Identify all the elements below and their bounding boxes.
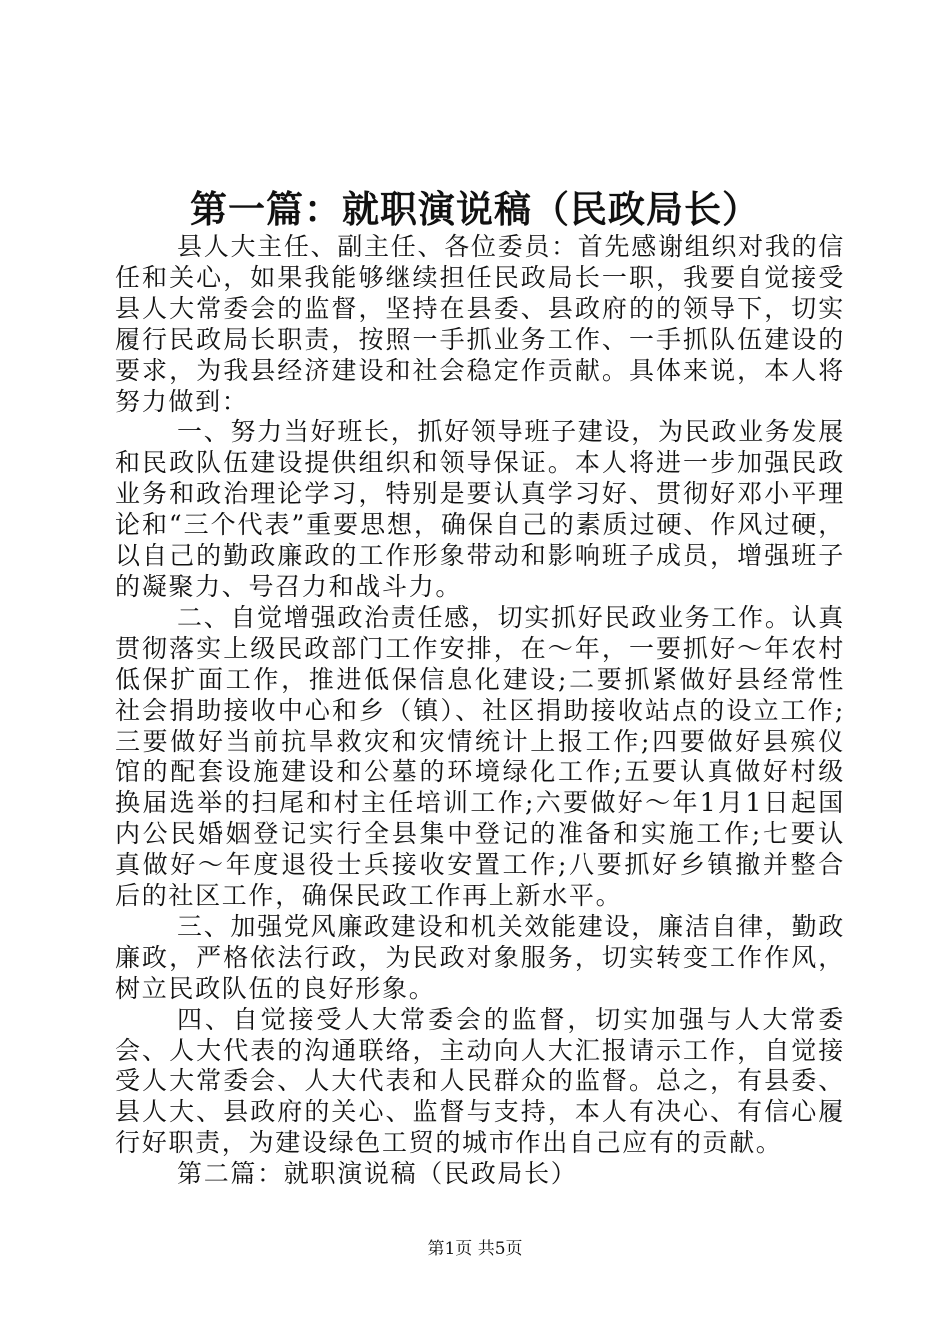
- paragraph-point-3: 三、加强党风廉政建设和机关效能建设，廉洁自律，勤政廉政，严格依法行政，为民政对象服务，切实转变工作作风，树立民政队伍的良好形象。: [115, 911, 845, 1003]
- paragraph-point-2: 二、自觉增强政治责任感，切实抓好民政业务工作。认真贯彻落实上级民政部门工作安排，在～年，一要抓好～年农村低保扩面工作，推进低保信息化建设;二要抓紧做好县经常性社会捐助接收中心和乡（镇）、社区捐助接收站点的设立工作;三要做好当前抗旱救灾和灾情统计上报工作;四要做好县殡仪馆的配套设施建设和公墓的环境绿化工作;五要认真做好村级换届选举的扫尾和村主任培训工作;六要做好～年1月1日起国内公民婚姻登记实行全县集中登记的准备和实施工作;七要认真做好～年度退役士兵接收安置工作;八要抓好乡镇撤并整合后的社区工作，确保民政工作再上新水平。: [115, 602, 845, 911]
- document-title: 第一篇：就职演说稿（民政局长）: [190, 187, 760, 231]
- paragraph-next-section-heading: 第二篇：就职演说稿（民政局长）: [177, 1159, 578, 1189]
- paragraph-point-4: 四、自觉接受人大常委会的监督，切实加强与人大常委会、人大代表的沟通联络，主动向人大汇报请示工作，自觉接受人大常委会、人大代表和人民群众的监督。总之，有县委、县人大、县政府的关心、监督与支持，本人有决心、有信心履行好职责，为建设绿色工贸的城市作出自己应有的贡献。: [115, 1004, 845, 1158]
- document-body: [115, 232, 845, 1190]
- paragraph-intro: 县人大主任、副主任、各位委员：首先感谢组织对我的信任和关心，如果我能够继续担任民政局长一职，我要自觉接受县人大常委会的监督，坚持在县委、县政府的的领导下，切实履行民政局长职责，按照一手抓业务工作、一手抓队伍建设的要求，为我县经济建设和社会稳定作贡献。具体来说，本人将努力做到：: [115, 232, 845, 416]
- paragraph-point-1: 一、努力当好班长，抓好领导班子建设，为民政业务发展和民政队伍建设提供组织和领导保证。本人将进一步加强民政业务和政治理论学习，特别是要认真学习好、贯彻好邓小平理论和“三个代表”重要思想，确保自己的素质过硬、作风过硬，以自己的勤政廉政的工作形象带动和影响班子成员，增强班子的凝聚力、号召力和战斗力。: [115, 417, 845, 601]
- page-number-footer: 第1页 共5页: [427, 1239, 523, 1259]
